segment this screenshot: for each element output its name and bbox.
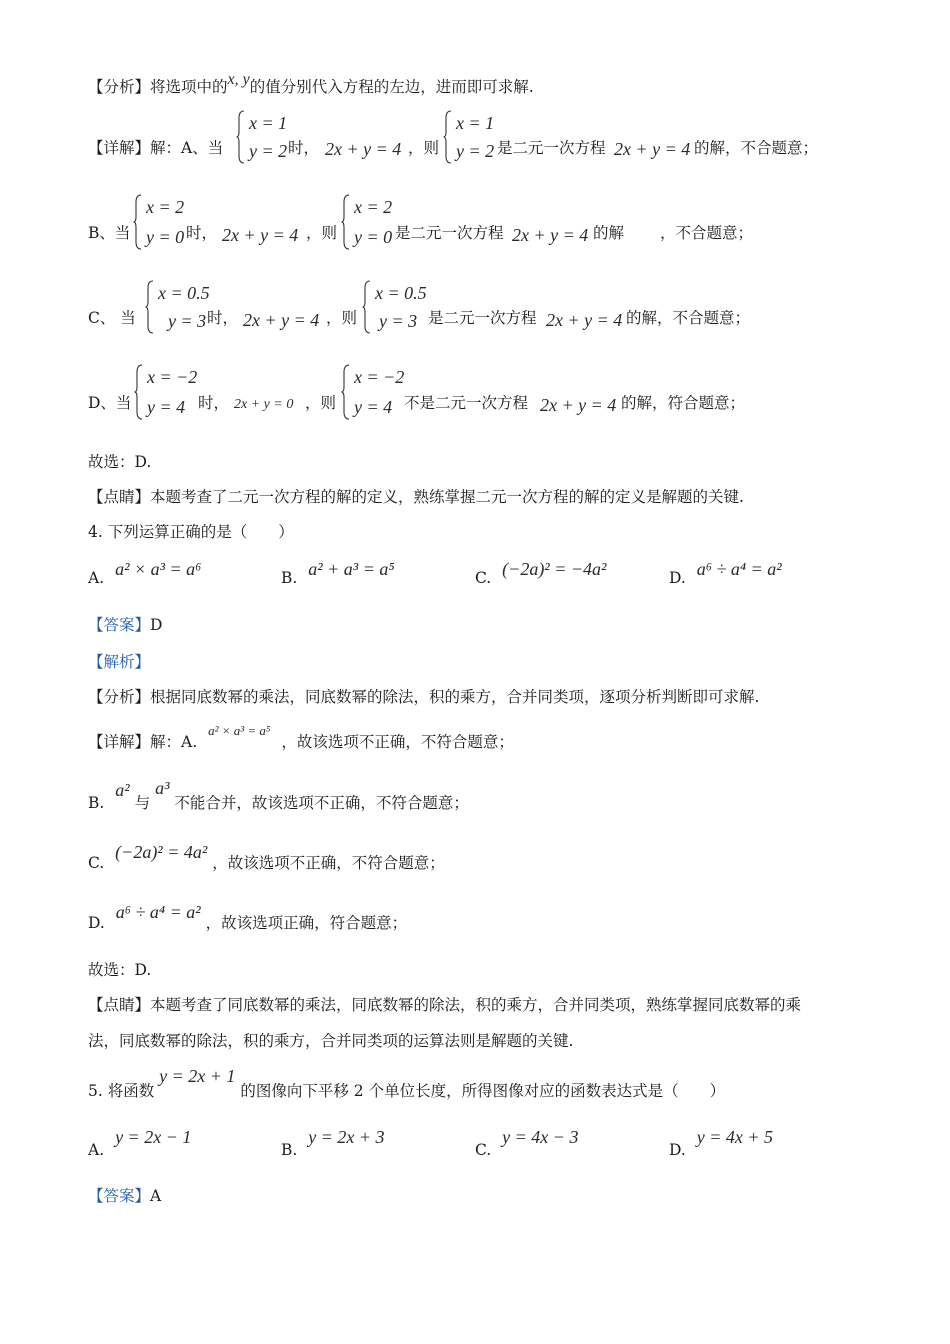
sys-row: y = 0 bbox=[354, 227, 393, 247]
detail-a-system-1 bbox=[236, 110, 287, 164]
q4-detail-c bbox=[88, 842, 445, 874]
option-label: B. bbox=[281, 1141, 298, 1159]
detail-a-t3: 是二元一次方程 bbox=[497, 139, 606, 157]
q5-stem-a: 5. 将函数 bbox=[88, 1082, 155, 1100]
q4-detail-b bbox=[88, 778, 469, 814]
q5-func: y = 2x + 1 bbox=[159, 1066, 236, 1086]
detail-a-e2: 2x + y = 4 bbox=[614, 139, 691, 159]
sys-row: x = 0.5 bbox=[375, 283, 427, 303]
detail-c-label: C、 当 bbox=[88, 309, 136, 327]
option-label: B. bbox=[281, 569, 298, 587]
q5-option-b bbox=[281, 1127, 385, 1160]
detail-c-t4: 的解，不合题意； bbox=[626, 309, 751, 327]
detail-label: 【详解】解：A. bbox=[88, 733, 198, 751]
detail-b-label: B. bbox=[88, 794, 105, 812]
q4-dianjing-2: 法，同底数幂的除法，积的乘方，合并同类项的运算法则是解题的关键. bbox=[88, 1032, 574, 1050]
detail-c-e1: 2x + y = 4 bbox=[243, 310, 320, 330]
detail-d-e2: 2x + y = 4 bbox=[540, 395, 617, 415]
sys-row: x = 2 bbox=[354, 197, 393, 217]
detail-d-e1: 2x + y = 0 bbox=[234, 397, 294, 412]
option-expr: y = 4x + 5 bbox=[696, 1127, 774, 1147]
answer-value: D bbox=[150, 616, 163, 634]
detail-b-mid: 与 bbox=[134, 794, 151, 812]
detail-c-system-2 bbox=[362, 280, 427, 334]
detail-c-t3: 是二元一次方程 bbox=[428, 309, 537, 327]
option-label: D. bbox=[669, 1141, 686, 1159]
sys-row: x = 2 bbox=[146, 197, 185, 217]
detail-a-expr: a² × a³ = a⁵ bbox=[208, 723, 271, 738]
detail-d-expr: a⁶ ÷ a⁴ = a² bbox=[115, 902, 201, 922]
q4-fenxi: 【分析】根据同底数幂的乘法，同底数幂的除法，积的乘方，合并同类项，逐项分析判断即可求解. bbox=[88, 688, 760, 706]
detail-d-t4: 的解，符合题意； bbox=[621, 394, 746, 412]
q4-option-b bbox=[281, 559, 395, 588]
detail-b-t3: 是二元一次方程 bbox=[395, 224, 504, 242]
q5-answer bbox=[88, 1185, 161, 1207]
analysis-line bbox=[88, 71, 534, 99]
sys-row: y = 0 bbox=[146, 227, 185, 247]
detail-d-label: D、当 bbox=[88, 394, 132, 412]
sys-row: x = 1 bbox=[456, 113, 495, 133]
q5-stem-b: 的图像向下平移 2 个单位长度，所得图像对应的函数表达式是（ ） bbox=[240, 1082, 726, 1100]
option-expr: a⁶ ÷ a⁴ = a² bbox=[696, 559, 782, 579]
option-expr: y = 2x − 1 bbox=[115, 1127, 192, 1147]
detail-b-t4: 的解 bbox=[593, 224, 625, 242]
detail-a-t4: 的解，不合题意； bbox=[694, 139, 819, 157]
detail-a-text: ，故该选项不正确，不符合题意； bbox=[281, 733, 514, 751]
detail-d-t3: 不是二元一次方程 bbox=[404, 394, 529, 412]
option-expr: a² × a³ = a⁶ bbox=[115, 559, 202, 579]
detail-d-label: D. bbox=[88, 914, 105, 932]
option-expr: y = 4x − 3 bbox=[502, 1127, 579, 1147]
answer-value: A bbox=[150, 1187, 162, 1205]
detail-c-system-1 bbox=[145, 280, 210, 334]
sys-row: y = 4 bbox=[354, 397, 393, 417]
dianjing-1: 【点睛】本题考查了二元一次方程的解的定义，熟练掌握二元一次方程的解的定义是解题的关键. bbox=[88, 488, 744, 506]
q4-jiexi: 【解析】 bbox=[88, 653, 151, 671]
sys-row: y = 3 bbox=[168, 311, 207, 331]
detail-d-t1: 时， bbox=[198, 394, 230, 412]
detail-b-t2: ，则 bbox=[306, 224, 338, 242]
detail-c-e2: 2x + y = 4 bbox=[546, 310, 623, 330]
detail-b-e1: 2x + y = 4 bbox=[222, 225, 299, 245]
detail-c-t2: ，则 bbox=[326, 309, 358, 327]
sys-row: y = 3 bbox=[379, 311, 418, 331]
q4-dianjing-1: 【点睛】本题考查了同底数幂的乘法，同底数幂的除法，积的乘方，合并同类项，熟练掌握同底数幂的乘 bbox=[88, 996, 802, 1014]
detail-d-text: ，故该选项正确，符合题意； bbox=[205, 914, 408, 932]
answer-tag: 【答案】 bbox=[88, 1187, 151, 1205]
q4-option-d bbox=[669, 559, 782, 588]
detail-b-t5: ，不合题意； bbox=[660, 224, 754, 242]
detail-d-system-2 bbox=[341, 364, 404, 420]
sys-row: x = 0.5 bbox=[158, 283, 210, 303]
choose-1: 故选：D. bbox=[88, 453, 152, 471]
sys-row: y = 2 bbox=[456, 141, 495, 161]
detail-b-system-1 bbox=[133, 194, 184, 250]
q4-answer bbox=[88, 614, 162, 636]
detail-c-label: C. bbox=[88, 854, 105, 872]
option-label: D. bbox=[669, 569, 686, 587]
option-expr: a² + a³ = a⁵ bbox=[308, 559, 395, 579]
detail-c-expr: (−2a)² = 4a² bbox=[115, 842, 208, 862]
detail-a-t1: 时， bbox=[288, 139, 320, 157]
sys-row: y = 4 bbox=[147, 397, 186, 417]
detail-b-t1: 时， bbox=[186, 224, 218, 242]
q5-option-a bbox=[88, 1127, 192, 1160]
detail-b-expr1: a² bbox=[115, 780, 130, 800]
q4-stem: 4. 下列运算正确的是（ ） bbox=[88, 523, 294, 541]
answer-tag: 【答案】 bbox=[88, 616, 151, 634]
q5-stem bbox=[88, 1066, 726, 1102]
detail-b-label: B、当 bbox=[88, 224, 131, 242]
analysis-suffix: 的值分别代入方程的左边，进而即可求解. bbox=[249, 78, 534, 96]
sys-row: x = −2 bbox=[147, 367, 198, 387]
detail-b-e2: 2x + y = 4 bbox=[512, 225, 589, 245]
detail-b-expr2: a³ bbox=[155, 778, 170, 798]
sys-row: y = 2 bbox=[249, 141, 288, 161]
detail-d-system-1 bbox=[134, 364, 197, 420]
detail-c-t1: 时， bbox=[207, 309, 239, 327]
detail-a-system-2 bbox=[443, 110, 494, 164]
analysis-prefix: 【分析】将选项中的 bbox=[88, 78, 228, 96]
option-label: A. bbox=[88, 569, 105, 587]
q4-detail-d bbox=[88, 902, 408, 934]
sys-row: x = −2 bbox=[354, 367, 405, 387]
option-label: C. bbox=[475, 569, 492, 587]
detail-b-system-2 bbox=[341, 194, 392, 250]
option-label: A. bbox=[88, 1141, 105, 1159]
detail-a-t2: ，则 bbox=[408, 139, 440, 157]
q4-option-c bbox=[475, 559, 607, 588]
detail-a-label: 【详解】解：A、当 bbox=[88, 139, 224, 157]
detail-c-text: ，故该选项不正确，不符合题意； bbox=[212, 854, 445, 872]
q4-choose: 故选：D. bbox=[88, 961, 152, 979]
option-expr: y = 2x + 3 bbox=[308, 1127, 385, 1147]
option-expr: (−2a)² = −4a² bbox=[502, 559, 607, 579]
q4-option-a bbox=[88, 559, 202, 588]
q5-option-c bbox=[475, 1127, 579, 1160]
detail-b-text: 不能合并，故该选项不正确，不符合题意； bbox=[174, 794, 469, 812]
detail-d-t2: ，则 bbox=[305, 394, 337, 412]
option-label: C. bbox=[475, 1141, 492, 1159]
q5-option-d bbox=[669, 1127, 774, 1160]
sys-row: x = 1 bbox=[249, 113, 288, 133]
detail-a-e1: 2x + y = 4 bbox=[325, 139, 402, 159]
analysis-vars: x, y bbox=[227, 71, 250, 88]
